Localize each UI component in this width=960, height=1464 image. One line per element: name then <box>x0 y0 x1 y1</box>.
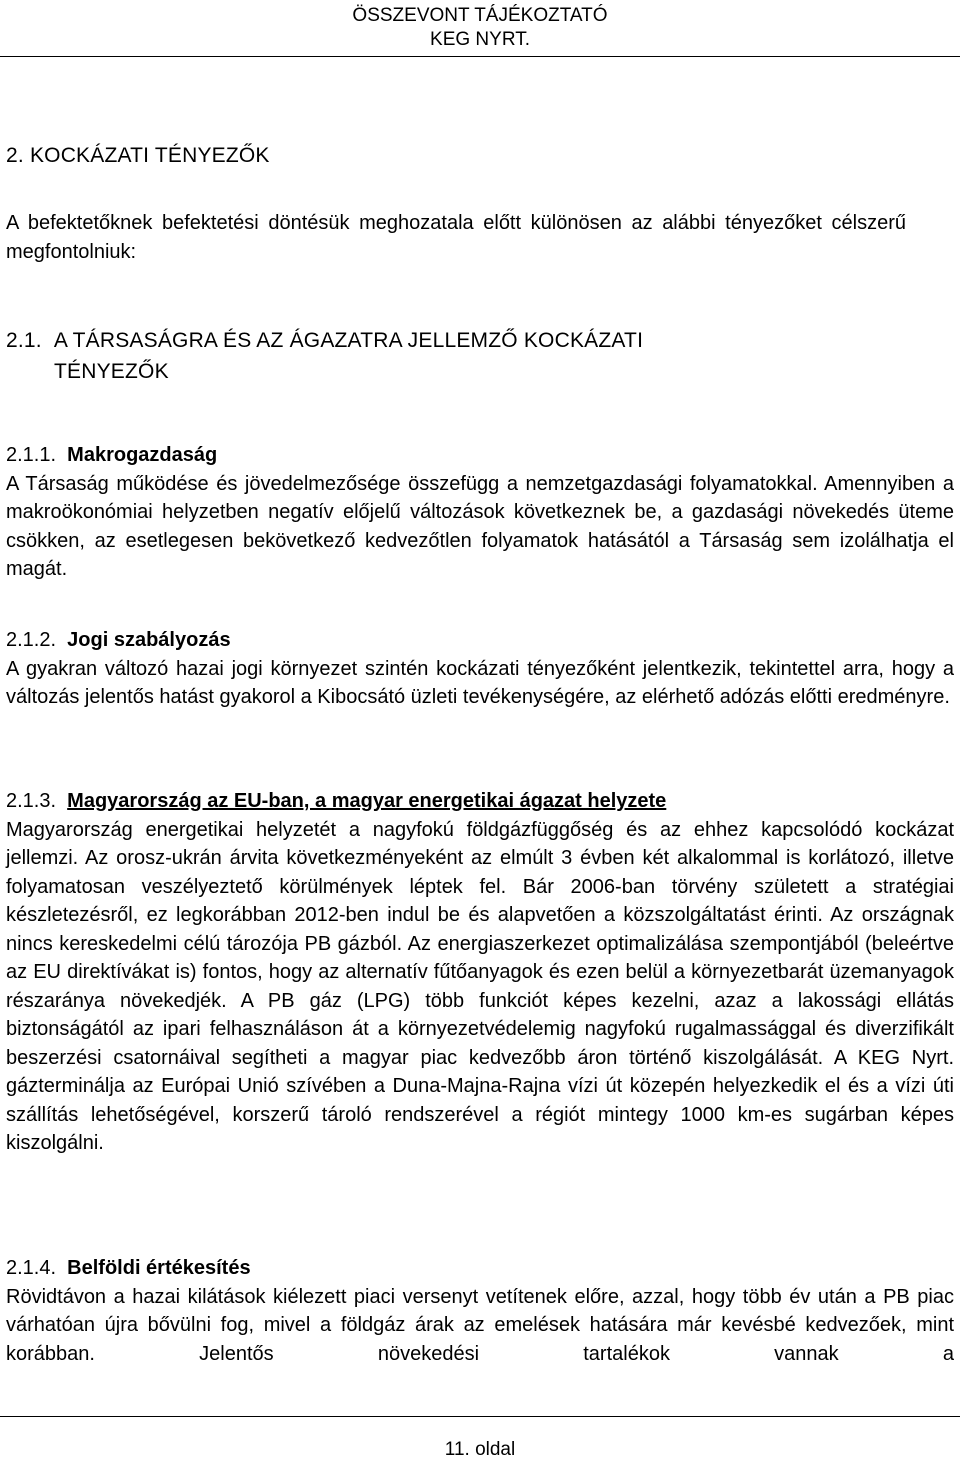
subsection-title-line1: A TÁRSASÁGRA ÉS AZ ÁGAZATRA JELLEMZŐ KOCKÁZATI <box>53 329 644 352</box>
risk-item-text: A Társaság működése és jövedelmezősége összefügg a nemzetgazdasági folyamatokkal. Amennyiben a makroökonómiai helyzetben negatív előjelű változások következnek be, a gazdasági növekedés üteme csökken, az esetlegesen bekövetkező kedvezőtlen folyamatok hatásától a Társaság sem izolálhatja el magát. <box>6 472 954 580</box>
risk-item-text: Magyarország energetikai helyzetét a nagyfokú földgázfüggőség és az ehhez kapcsolódó kockázat jellemzi. Az orosz-ukrán árvita következményeként az elmúlt 3 évben két alkalommal is korlátozó, illetve folyamatosan veszélyeztető körülmények léptek fel. Bár 2006-ban törvény született a stratégiai készletezésről, ez legkorábban 2012-ben indul be és alapvetően a közszolgáltatást érinti. Az országnak nincs kereskedelmi célú tározója PB gázból. Az energiaszerkezet optimalizálása szempontjából (beleértve az EU direktívákat is) fontos, hogy az alternatív fűtőanyagok és ezen belül a környezetbarát üzemanyagok részaránya növekedjék. A PB gáz (LPG) több funkciót képes kezelni, azaz a lakossági ellátás biztonságától az ipari felhasználáson át a környezetvédelemig nagyfokú rugalmassággal és diverzifikált beszerzési csatornáival segítheti a magyar piac kedvezőbb áron történő kiszolgálását. A KEG Nyrt. gázterminálja az Európai Unió szívében a Duna-Majna-Rajna vízi út közepén helyezkedik el és a vízi úti szállítás lehetőségével, korszerű tároló rendszerével a régiót mintegy 1000 km-es sugárban képes kiszolgálni. <box>6 818 954 1154</box>
footer-divider <box>0 1416 960 1417</box>
risk-item-number: 2.1.3. <box>6 790 57 812</box>
risk-item-number: 2.1.1. <box>6 444 57 466</box>
risk-item-heading <box>6 441 954 470</box>
page-number: 11. oldal <box>444 1439 516 1460</box>
subsection-title-line2: TÉNYEZŐK <box>54 359 169 383</box>
document-header <box>0 4 960 52</box>
risk-item-domestic-sales <box>6 1254 954 1368</box>
risk-item-eu-energy <box>6 787 954 1158</box>
header-divider <box>0 56 960 57</box>
header-title: ÖSSZEVONT TÁJÉKOZTATÓ <box>352 5 608 26</box>
risk-item-title: Makrogazdaság <box>67 444 218 466</box>
risk-item-text: Rövidtávon a hazai kilátások kiélezett piaci versenyt vetítenek előre, azzal, hogy több év után a PB piac várhatóan újra bővülni fog, mivel a földgáz árak az emelések hatására már kevésbé kedvezőek, mint korábban. Jelentős növekedési tartalékok vannak a <box>6 1285 954 1365</box>
risk-item-heading <box>6 1254 954 1283</box>
risk-item-heading <box>6 626 954 655</box>
section-heading: 2. KOCKÁZATI TÉNYEZŐK <box>6 144 270 167</box>
header-company: KEG NYRT. <box>430 29 530 50</box>
risk-item-legal <box>6 626 954 712</box>
risk-item-text: A gyakran változó hazai jogi környezet szintén kockázati tényezőként jelentkezik, tekintettel arra, hogy a változás jelentős hatást gyakorol a Kibocsátó üzleti tevékenységére, az elérhető adózás előtti eredményre. <box>6 657 954 708</box>
risk-item-heading <box>6 787 954 816</box>
subsection-number: 2.1. <box>6 329 42 352</box>
risk-item-macroeconomy <box>6 441 954 584</box>
subsection-heading <box>6 327 954 386</box>
intro-paragraph: A befektetőknek befektetési döntésük meghozatala előtt különösen az alábbi tényezőket célszerű megfontolniuk: <box>6 212 906 263</box>
risk-item-number: 2.1.4. <box>6 1257 57 1279</box>
risk-item-title: Jogi szabályozás <box>67 629 231 651</box>
risk-item-number: 2.1.2. <box>6 629 57 651</box>
risk-item-title: Belföldi értékesítés <box>67 1257 251 1279</box>
risk-item-title: Magyarország az EU-ban, a magyar energetikai ágazat helyzete <box>67 790 667 812</box>
